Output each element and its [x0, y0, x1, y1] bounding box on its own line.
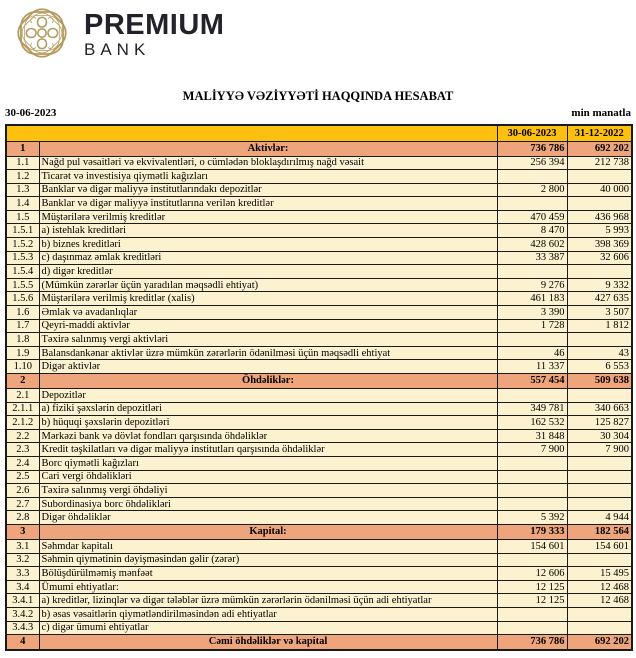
row-number: 4 [6, 635, 39, 650]
table-row [6, 346, 632, 360]
value-previous [567, 470, 632, 484]
brand-wordmark [84, 11, 224, 60]
row-label: Nağd pul vəsaitləri və ekvivalentləri, o cümlədən bloklaşdırılmış nağd vəsait [39, 156, 497, 170]
row-number: 2.4 [6, 456, 39, 470]
table-row [6, 183, 632, 197]
row-number: 1.5.4 [6, 265, 39, 279]
row-number: 3.4.3 [6, 621, 39, 635]
value-previous: 212 738 [567, 156, 632, 170]
row-label: Cəmi öhdəliklər və kapital [39, 635, 497, 650]
row-label: Depozitlər [39, 389, 497, 403]
table-row [6, 580, 632, 594]
table-row [6, 443, 632, 457]
row-number: 1.5.2 [6, 238, 39, 252]
table-row [6, 621, 632, 635]
row-number: 3 [6, 524, 39, 539]
value-previous: 509 638 [567, 374, 632, 389]
value-current [497, 333, 567, 347]
table-row [6, 238, 632, 252]
table-row [6, 319, 632, 333]
row-label: Banklar və digər maliyyə institutlarındakı depozitlər [39, 183, 497, 197]
table-row [6, 553, 632, 567]
table-row [6, 333, 632, 347]
value-previous [567, 497, 632, 511]
value-current [497, 553, 567, 567]
brand-header [9, 3, 224, 68]
value-previous: 436 968 [567, 210, 632, 224]
table-row [6, 607, 632, 621]
row-label: Balansdankənar aktivlər üzrə mümkün zərərlərin ödənilməsi üçün məqsədli ehtiyat [39, 346, 497, 360]
value-current: 162 532 [497, 416, 567, 430]
row-label: Aktivlər: [39, 141, 497, 156]
value-current: 256 394 [497, 156, 567, 170]
table-row [6, 360, 632, 374]
row-number: 3.2 [6, 553, 39, 567]
value-current: 5 392 [497, 511, 567, 525]
value-previous [567, 389, 632, 403]
table-row [6, 197, 632, 211]
value-previous: 32 606 [567, 251, 632, 265]
table-row [6, 594, 632, 608]
value-previous: 340 663 [567, 402, 632, 416]
value-current: 31 848 [497, 429, 567, 443]
row-number: 2.1.1 [6, 402, 39, 416]
row-label: c) digər ümumi ehtiyatlar [39, 621, 497, 635]
value-previous: 15 495 [567, 567, 632, 581]
table-header-row [6, 125, 632, 141]
row-number: 2.6 [6, 484, 39, 498]
row-number: 1.1 [6, 156, 39, 170]
value-previous: 154 601 [567, 539, 632, 553]
table-row [6, 224, 632, 238]
value-previous: 182 564 [567, 524, 632, 539]
row-label: a) istehlak kreditləri [39, 224, 497, 238]
value-current [497, 470, 567, 484]
table-row [6, 429, 632, 443]
value-current: 557 454 [497, 374, 567, 389]
report-meta-row [5, 107, 631, 119]
table-row [6, 497, 632, 511]
value-previous: 7 900 [567, 443, 632, 457]
table-row [6, 292, 632, 306]
row-label: Təxirə salınmış vergi öhdəliyi [39, 484, 497, 498]
row-number: 3.3 [6, 567, 39, 581]
header-date-previous: 31-12-2022 [567, 125, 632, 141]
row-label: a) fiziki şəxslərin depozitləri [39, 402, 497, 416]
row-label: Səhmdar kapitalı [39, 539, 497, 553]
value-previous: 6 553 [567, 360, 632, 374]
value-current: 33 387 [497, 251, 567, 265]
brand-subname: BANK [84, 40, 151, 60]
row-label: Banklar və digər maliyyə institutlarına verilən kreditlər [39, 197, 497, 211]
value-previous [567, 484, 632, 498]
value-current: 12 125 [497, 594, 567, 608]
table-row [6, 539, 632, 553]
table-row [6, 635, 632, 650]
value-previous [567, 553, 632, 567]
table-row [6, 278, 632, 292]
header-date-current: 30-06-2023 [497, 125, 567, 141]
value-current: 736 786 [497, 141, 567, 156]
value-previous: 3 507 [567, 306, 632, 320]
value-current: 2 800 [497, 183, 567, 197]
value-previous: 692 202 [567, 635, 632, 650]
row-label: Öhdəliklər: [39, 374, 497, 389]
row-number: 1.5.1 [6, 224, 39, 238]
value-current: 12 606 [497, 567, 567, 581]
brand-name: PREMIUM [84, 9, 225, 42]
row-label: Ticarət və investisiya qiymətli kağızları [39, 170, 497, 184]
table-row [6, 251, 632, 265]
table-row [6, 389, 632, 403]
value-previous: 398 369 [567, 238, 632, 252]
value-current: 179 333 [497, 524, 567, 539]
table-row [6, 524, 632, 539]
value-previous: 43 [567, 346, 632, 360]
table-row [6, 141, 632, 156]
row-number: 2.7 [6, 497, 39, 511]
row-label: Müştərilərə verilmiş kreditlər [39, 210, 497, 224]
value-current: 736 786 [497, 635, 567, 650]
row-number: 1.2 [6, 170, 39, 184]
value-current: 428 602 [497, 238, 567, 252]
value-previous: 692 202 [567, 141, 632, 156]
row-label: Təxirə salınmış vergi aktivləri [39, 333, 497, 347]
value-current [497, 389, 567, 403]
row-number: 1.9 [6, 346, 39, 360]
row-number: 1.4 [6, 197, 39, 211]
row-label: Kapital: [39, 524, 497, 539]
row-number: 3.1 [6, 539, 39, 553]
row-number: 1.6 [6, 306, 39, 320]
value-current: 11 337 [497, 360, 567, 374]
row-label: Səhmin qiymətinin dəyişməsindən gəlir (zərər) [39, 553, 497, 567]
value-previous [567, 265, 632, 279]
value-current: 470 459 [497, 210, 567, 224]
value-current [497, 265, 567, 279]
row-number: 3.4 [6, 580, 39, 594]
row-label: (Mümkün zərərlər üçün yaradılan məqsədli ehtiyat) [39, 278, 497, 292]
table-row [6, 210, 632, 224]
table-row [6, 470, 632, 484]
value-current: 1 728 [497, 319, 567, 333]
value-current: 9 276 [497, 278, 567, 292]
row-number: 2.8 [6, 511, 39, 525]
row-label: Mərkəzi bank və dövlət fondları qarşısında öhdəliklər [39, 429, 497, 443]
value-current [497, 170, 567, 184]
row-label: a) kreditlər, lizinqlər və digər tələblər üzrə mümkün zərərlərin ödənilməsi üçün adi ehtiyatlar [39, 594, 497, 608]
row-number: 1.3 [6, 183, 39, 197]
value-previous: 1 812 [567, 319, 632, 333]
value-previous [567, 333, 632, 347]
value-current: 349 781 [497, 402, 567, 416]
row-label: Qeyri-maddi aktivlər [39, 319, 497, 333]
row-number: 1.5.6 [6, 292, 39, 306]
value-previous: 125 827 [567, 416, 632, 430]
row-number: 3.4.1 [6, 594, 39, 608]
table-row [6, 170, 632, 184]
row-number: 2 [6, 374, 39, 389]
table-row [6, 402, 632, 416]
row-number: 3.4.2 [6, 607, 39, 621]
row-number: 1.8 [6, 333, 39, 347]
table-row [6, 416, 632, 430]
report-title: MALİYYƏ VƏZİYYƏTİ HAQQINDA HESABAT [182, 89, 454, 103]
report-unit: min manatla [571, 107, 631, 119]
row-label: Bölüşdürülməmiş mənfəət [39, 567, 497, 581]
value-current [497, 607, 567, 621]
row-label: Subordinasiya borc öhdəlikləri [39, 497, 497, 511]
row-label: Ümumi ehtiyatlar: [39, 580, 497, 594]
value-current [497, 621, 567, 635]
row-label: b) hüquqi şəxslərin depozitləri [39, 416, 497, 430]
value-previous: 12 468 [567, 594, 632, 608]
value-current: 46 [497, 346, 567, 360]
table-row [6, 567, 632, 581]
value-current [497, 197, 567, 211]
value-previous: 4 944 [567, 511, 632, 525]
row-label: Digər öhdəliklər [39, 511, 497, 525]
row-label: Müştərilərə verilmiş kreditlər (xalis) [39, 292, 497, 306]
row-label: Cari vergi öhdəlikləri [39, 470, 497, 484]
value-previous: 30 304 [567, 429, 632, 443]
row-label: Əmlak və avadanlıqlar [39, 306, 497, 320]
row-number: 2.1.2 [6, 416, 39, 430]
row-number: 2.3 [6, 443, 39, 457]
table-row [6, 374, 632, 389]
row-label: c) daşınmaz əmlak kreditləri [39, 251, 497, 265]
row-number: 2.2 [6, 429, 39, 443]
value-current: 3 390 [497, 306, 567, 320]
row-label: Kredit təşkilatları və digər maliyyə institutları qarşısında öhdəliklər [39, 443, 497, 457]
table-row [6, 156, 632, 170]
row-number: 1.5.3 [6, 251, 39, 265]
value-previous: 40 000 [567, 183, 632, 197]
row-number: 2.5 [6, 470, 39, 484]
value-previous: 5 993 [567, 224, 632, 238]
premium-bank-knot-logo-icon [9, 3, 75, 68]
row-number: 1 [6, 141, 39, 156]
row-label: b) biznes kreditləri [39, 238, 497, 252]
table-row [6, 306, 632, 320]
table-row [6, 265, 632, 279]
value-previous [567, 621, 632, 635]
value-previous [567, 456, 632, 470]
value-previous [567, 170, 632, 184]
header-empty-cell [6, 125, 497, 141]
report-date: 30-06-2023 [5, 107, 57, 119]
value-previous [567, 607, 632, 621]
value-previous [567, 197, 632, 211]
row-number: 1.5.5 [6, 278, 39, 292]
value-current [497, 497, 567, 511]
value-current: 8 470 [497, 224, 567, 238]
value-current: 461 183 [497, 292, 567, 306]
report-table-body [6, 141, 632, 650]
row-label: b) əsas vəsaitlərin qiymətləndirilməsindən adi ehtiyatlar [39, 607, 497, 621]
value-previous: 427 635 [567, 292, 632, 306]
value-current: 154 601 [497, 539, 567, 553]
row-label: Digər aktivlər [39, 360, 497, 374]
value-current [497, 484, 567, 498]
value-current: 12 125 [497, 580, 567, 594]
table-row [6, 484, 632, 498]
value-current [497, 456, 567, 470]
row-number: 1.10 [6, 360, 39, 374]
row-number: 1.5 [6, 210, 39, 224]
value-previous: 9 332 [567, 278, 632, 292]
row-label: Borc qiymətli kağızları [39, 456, 497, 470]
financial-position-table [5, 124, 633, 651]
table-row [6, 511, 632, 525]
value-current: 7 900 [497, 443, 567, 457]
row-number: 2.1 [6, 389, 39, 403]
table-row [6, 456, 632, 470]
row-number: 1.7 [6, 319, 39, 333]
row-label: d) digər kreditlər [39, 265, 497, 279]
value-previous: 12 468 [567, 580, 632, 594]
